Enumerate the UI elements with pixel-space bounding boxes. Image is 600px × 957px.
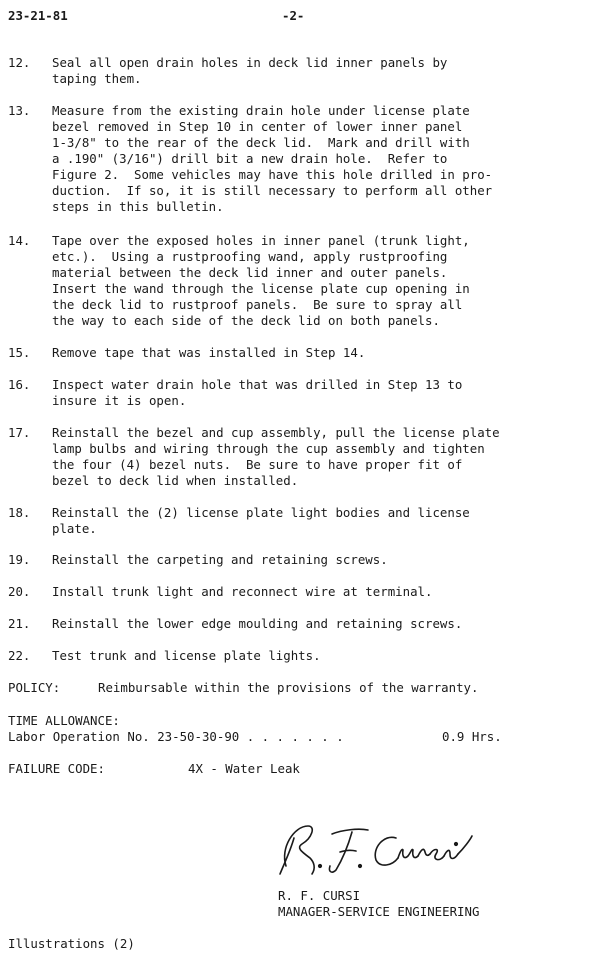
step-text-line: a .190" (3/16") drill bit a new drain hole. Refer to	[52, 151, 448, 166]
policy-text: Reimbursable within the provisions of the warranty.	[98, 680, 479, 695]
step-number: 20.	[8, 584, 31, 599]
step-number: 21.	[8, 616, 31, 631]
step-text-line: Inspect water drain hole that was drilled in Step 13 to	[52, 377, 463, 392]
signatory-name: R. F. CURSI	[278, 888, 361, 903]
step-number: 15.	[8, 345, 31, 360]
step-text-line: Figure 2. Some vehicles may have this hole drilled in pro-	[52, 167, 493, 182]
step-text-line: Remove tape that was installed in Step 14.	[52, 345, 366, 360]
step-number: 22.	[8, 648, 31, 663]
step-text-line: bezel removed in Step 10 in center of lower inner panel	[52, 119, 463, 134]
step-number: 19.	[8, 552, 31, 567]
step-number: 17.	[8, 425, 31, 440]
step-text-line: Test trunk and license plate lights.	[52, 648, 321, 663]
step-text-line: Measure from the existing drain hole under license plate	[52, 103, 470, 118]
step-text-line: duction. If so, it is still necessary to perform all other	[52, 183, 493, 198]
step-text-line: material between the deck lid inner and outer panels.	[52, 265, 448, 280]
time-allowance-label: TIME ALLOWANCE:	[8, 713, 120, 728]
step-text-line: Tape over the exposed holes in inner panel (trunk light,	[52, 233, 470, 248]
page-number: -2-	[282, 8, 305, 23]
step-text-line: the deck lid to rustproof panels. Be sure to spray all	[52, 297, 463, 312]
step-text-line: Reinstall the (2) license plate light bodies and license	[52, 505, 470, 520]
step-text-line: plate.	[52, 521, 97, 536]
step-number: 14.	[8, 233, 31, 248]
labor-operation: Labor Operation No. 23-50-30-90 . . . . . . .	[8, 729, 344, 744]
labor-hours: 0.9 Hrs.	[442, 729, 502, 744]
step-number: 18.	[8, 505, 31, 520]
step-text-line: etc.). Using a rustproofing wand, apply rustproofing	[52, 249, 448, 264]
signatory-title: MANAGER-SERVICE ENGINEERING	[278, 904, 480, 919]
step-text-line: Reinstall the carpeting and retaining screws.	[52, 552, 388, 567]
policy-label: POLICY:	[8, 680, 61, 695]
step-text-line: 1-3/8" to the rear of the deck lid. Mark and drill with	[52, 135, 470, 150]
failure-code-label: FAILURE CODE:	[8, 761, 105, 776]
step-number: 12.	[8, 55, 31, 70]
step-text-line: insure it is open.	[52, 393, 187, 408]
step-number: 16.	[8, 377, 31, 392]
step-text-line: Reinstall the lower edge moulding and retaining screws.	[52, 616, 463, 631]
step-text-line: Install trunk light and reconnect wire at terminal.	[52, 584, 433, 599]
document-id: 23-21-81	[8, 8, 68, 23]
failure-code-value: 4X - Water Leak	[188, 761, 300, 776]
step-text-line: steps in this bulletin.	[52, 199, 224, 214]
step-text-line: Insert the wand through the license plate cup opening in	[52, 281, 470, 296]
step-text-line: Seal all open drain holes in deck lid inner panels by	[52, 55, 448, 70]
step-text-line: the four (4) bezel nuts. Be sure to have proper fit of	[52, 457, 463, 472]
step-text-line: Reinstall the bezel and cup assembly, pull the license plate	[52, 425, 500, 440]
step-number: 13.	[8, 103, 31, 118]
step-text-line: the way to each side of the deck lid on both panels.	[52, 313, 440, 328]
handwritten-signature	[272, 818, 482, 880]
illustrations-note: Illustrations (2)	[8, 936, 135, 951]
step-text-line: lamp bulbs and wiring through the cup assembly and tighten	[52, 441, 485, 456]
step-text-line: bezel to deck lid when installed.	[52, 473, 299, 488]
step-text-line: taping them.	[52, 71, 142, 86]
